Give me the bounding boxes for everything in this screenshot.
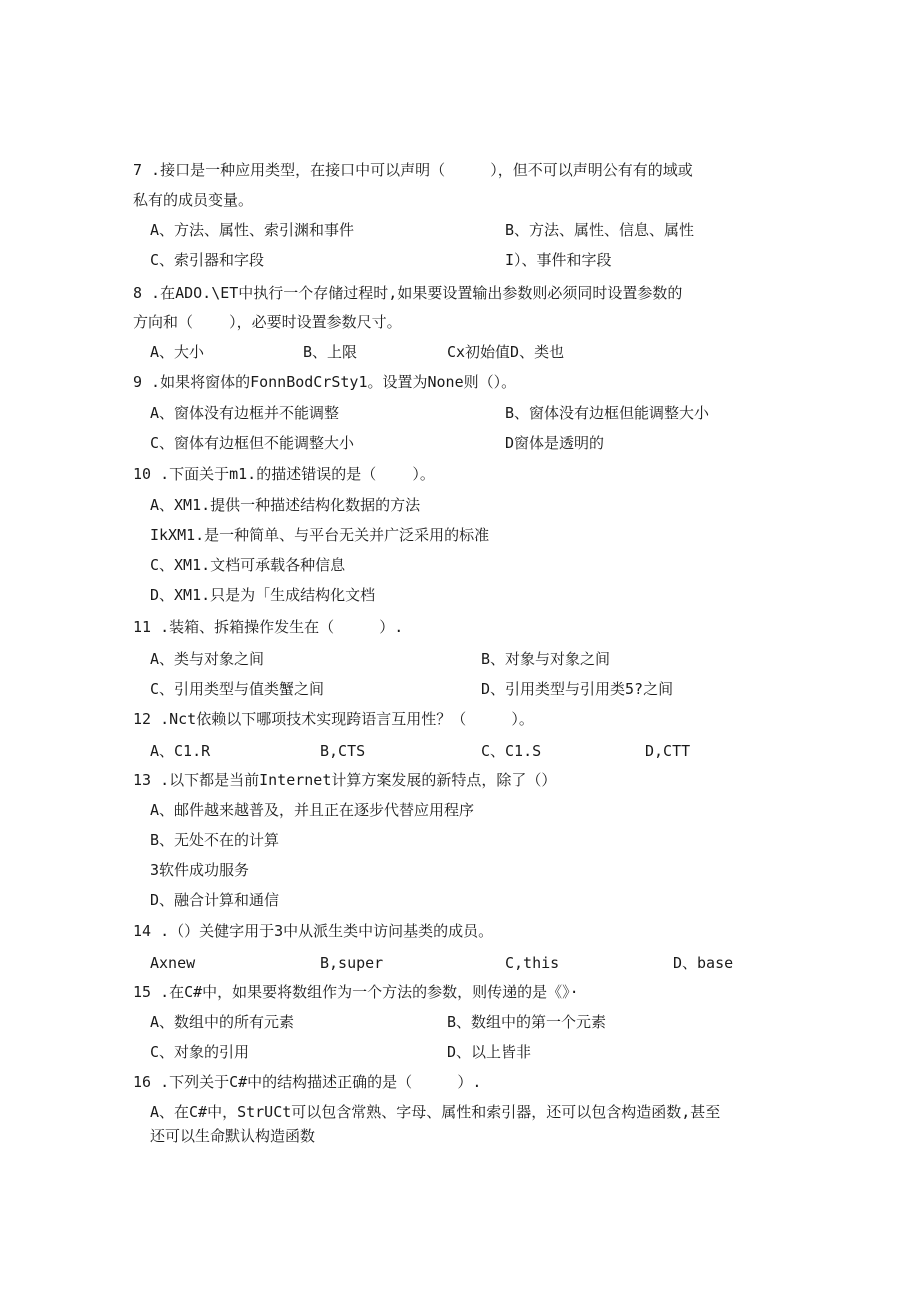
q7-stem-line-1: 7 .接口是一种应用类型，在接口中可以声明（ ），但不可以声明公有有的域或 [133, 161, 693, 179]
q10-option-d: D、XM1.只是为「生成结构化文档 [150, 586, 376, 604]
q14-option-a: Axnew [150, 954, 196, 972]
q13-option-c: 3软件成功服务 [150, 861, 250, 879]
q7-option-b: B、方法、属性、信息、属性 [505, 221, 695, 239]
q8-option-cd: Cx初始值D、类也 [447, 343, 565, 361]
q12-option-d: D,CTT [645, 742, 691, 760]
q10-option-a: A、XM1.提供一种描述结构化数据的方法 [150, 496, 421, 514]
q11-stem: 11 .装箱、拆箱操作发生在（ ）. [133, 618, 404, 636]
q12-option-c: C、C1.S [481, 742, 542, 760]
q7-option-d: I）、事件和字段 [505, 251, 612, 269]
q14-stem: 14 .（）关健字用于3中从派生类中访问基类的成员。 [133, 922, 494, 940]
q11-option-c: C、引用类型与值类蟹之间 [150, 680, 325, 698]
q9-option-d: D窗体是透明的 [505, 434, 605, 452]
q14-option-c: C,this [505, 954, 560, 972]
q11-option-b: B、对象与对象之间 [481, 650, 611, 668]
q7-option-a: A、方法、属性、索引渊和事件 [150, 221, 355, 239]
q11-option-a: A、类与对象之间 [150, 650, 265, 668]
q13-option-d: D、融合计算和通信 [150, 891, 280, 909]
q8-option-a: A、大小 [150, 343, 205, 361]
q9-stem: 9 .如果将窗体的FonnBodCrSty1。设置为None则（）。 [133, 373, 517, 391]
q9-option-c: C、窗体有边框但不能调整大小 [150, 434, 355, 452]
q10-stem: 10 .下面关于m1.的描述错误的是（ ）。 [133, 465, 435, 483]
q16-option-a-line-2: 还可以生命默认构造函数 [150, 1127, 316, 1145]
q14-option-b: B,super [320, 954, 384, 972]
q15-option-c: C、对象的引用 [150, 1043, 250, 1061]
q16-option-a-line-1: A、在C#中，StrUCt可以包含常熟、字母、属性和索引器，还可以包含构造函数,甚至 [150, 1103, 721, 1121]
q9-option-b: B、窗体没有边框但能调整大小 [505, 404, 710, 422]
q10-option-b: IkXM1.是一种简单、与平台无关并广泛采用的标准 [150, 526, 490, 544]
q14-option-d: D、base [673, 954, 734, 972]
q11-option-d: D、引用类型与引用类5?之间 [481, 680, 674, 698]
q15-option-d: D、以上皆非 [447, 1043, 532, 1061]
q10-option-c: C、XM1.文档可承载各种信息 [150, 556, 346, 574]
q16-stem: 16 .下列关于C#中的结构描述正确的是（ ）. [133, 1073, 482, 1091]
q8-stem-line-1: 8 .在ADO.\ET中执行一个存储过程时,如果要设置输出参数则必须同时设置参数的 [133, 284, 683, 302]
q13-stem: 13 .以下都是当前Internet计算方案发展的新特点，除了（） [133, 771, 557, 789]
q7-option-c: C、索引器和字段 [150, 251, 265, 269]
q15-stem: 15 .在C#中，如果要将数组作为一个方法的参数，则传递的是《》· [133, 983, 579, 1001]
q8-stem-line-2: 方向和（ ），必要时设置参数尺寸。 [133, 313, 402, 331]
q7-stem-line-2: 私有的成员变量。 [133, 191, 254, 209]
q12-option-a: A、C1.R [150, 742, 211, 760]
q8-option-b: B、上限 [303, 343, 358, 361]
q9-option-a: A、窗体没有边框并不能调整 [150, 404, 340, 422]
q15-option-a: A、数组中的所有元素 [150, 1013, 295, 1031]
q12-option-b: B,CTS [320, 742, 366, 760]
q15-option-b: B、数组中的第一个元素 [447, 1013, 607, 1031]
q13-option-a: A、邮件越来越普及，并且正在逐步代替应用程序 [150, 801, 475, 819]
q13-option-b: B、无处不在的计算 [150, 831, 280, 849]
q12-stem: 12 .Nct依赖以下哪项技术实现跨语言互用性？（ ）。 [133, 710, 534, 728]
